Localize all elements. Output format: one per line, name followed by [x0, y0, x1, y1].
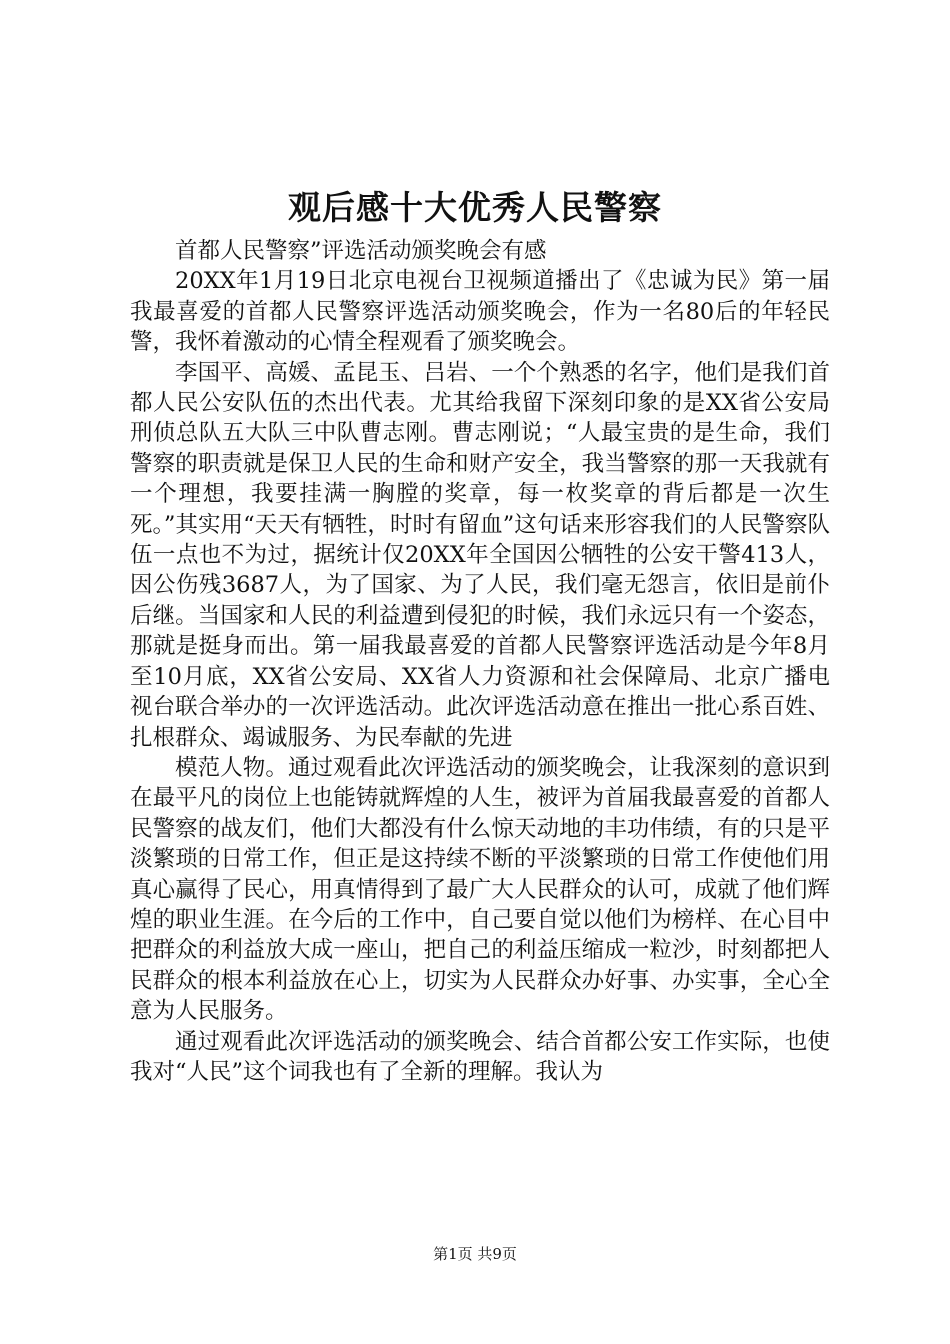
page-title: 观后感十大优秀人民警察 [288, 188, 662, 227]
paragraph-representatives: 李国平、高媛、孟昆玉、吕岩、一个个熟悉的名字，他们是我们首都人民公安队伍的杰出代表。尤其给我留下深刻印象的是XX省公安局刑侦总队五大队三中队曹志刚。曹志刚说；“人最宝贵的是生命，我们警察的职责就是保卫人民的生命和财产安全，我当警察的那一天我就有一个理想，我要挂满一胸膛的奖章，每一枚奖章的背后都是一次生死。”其实用“天天有牺牲，时时有留血”这句话来形容我们的人民警察队伍一点也不为过，据统计仅20XX年全国因公牺牲的公安干警413人，因公伤残3687人，为了国家、为了人民，我们毫无怨言，依旧是前仆后继。当国家和人民的利益遭到侵犯的时候，我们永远只有一个姿态，那就是挺身而出。第一届我最喜爱的首都人民警察评选活动是今年8月至10月底，XX省公安局、XX省人力资源和社会保障局、北京广播电视台联合举办的一次评选活动。此次评选活动意在推出一批心系百姓、扎根群众、竭诚服务、为民奉献的先进 [130, 359, 830, 751]
document-body [130, 236, 830, 1087]
paragraph-understanding: 通过观看此次评选活动的颁奖晚会、结合首都公安工作实际，也使我对“人民”这个词我也有了全新的理解。我认为 [130, 1028, 830, 1085]
paragraph-subtitle: 首都人民警察”评选活动颁奖晚会有感 [175, 238, 547, 264]
paragraph-intro: 20XX年1月19日北京电视台卫视频道播出了《忠诚为民》第一届我最喜爱的首都人民警察评选活动颁奖晚会，作为一名80后的年轻民警，我怀着激动的心情全程观看了颁奖晚会。 [130, 268, 830, 356]
paragraph-model-figures: 模范人物。通过观看此次评选活动的颁奖晚会，让我深刻的意识到在最平凡的岗位上也能铸就辉煌的人生，被评为首届我最喜爱的首都人民警察的战友们，他们大都没有什么惊天动地的丰功伟绩，有的只是平淡繁琐的日常工作，但正是这持续不断的平淡繁琐的日常工作使他们用真心赢得了民心，用真情得到了最广大人民群众的认可，成就了他们辉煌的职业生涯。在今后的工作中，自己要自觉以他们为榜样、在心目中把群众的利益放大成一座山，把自己的利益压缩成一粒沙，时刻都把人民群众的根本利益放在心上，切实为人民群众办好事、办实事，全心全意为人民服务。 [130, 754, 830, 1025]
page-footer: 第1页 共9页 [433, 1245, 517, 1263]
